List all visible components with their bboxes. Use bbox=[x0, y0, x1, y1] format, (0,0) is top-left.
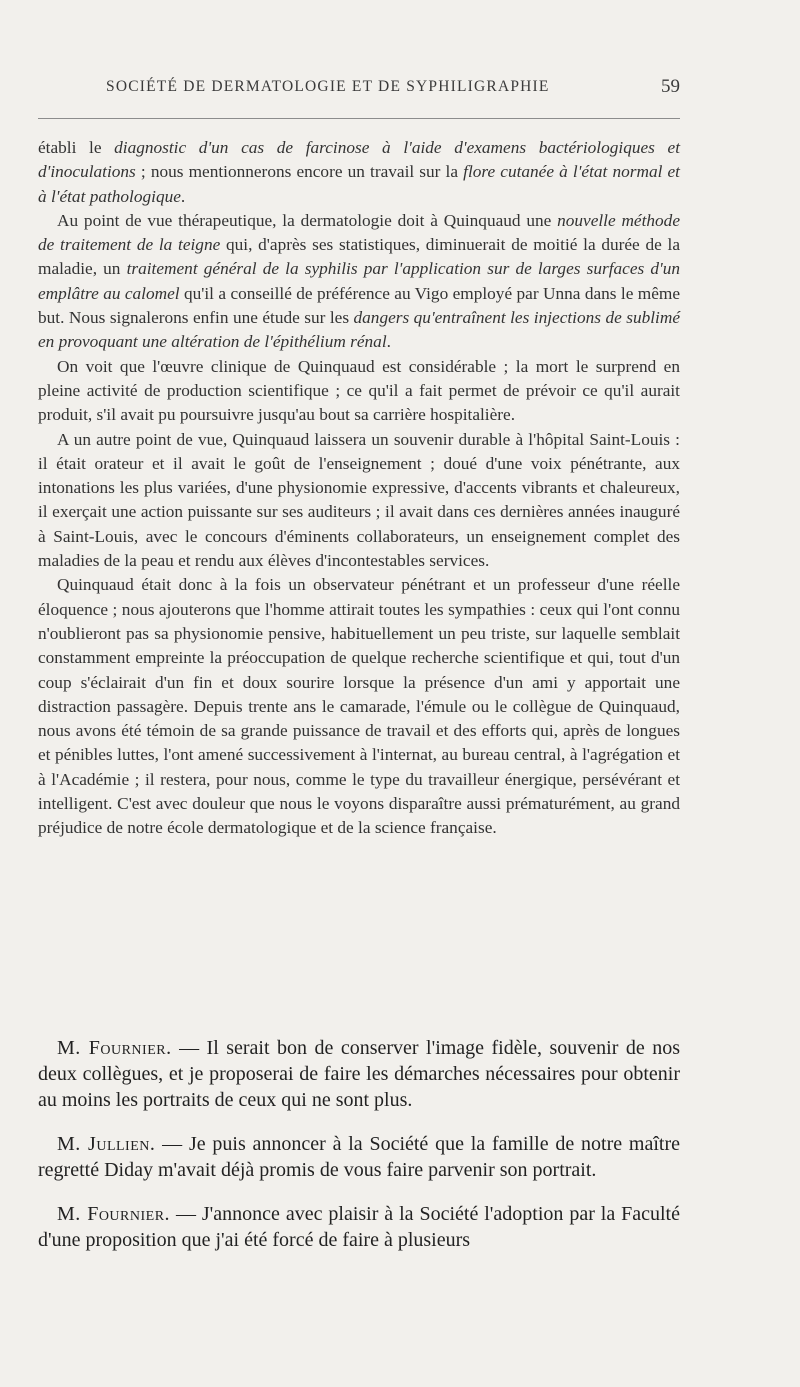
speech-text: — Il serait bon de conserver l'image fidèle, souvenir de nos deux collègues, et je proposerai de faire les démarches nécessaires pour obtenir au moins les portraits de ceux qui ne sont plus. bbox=[38, 1037, 680, 1111]
speech-text: — Je puis annoncer à la Société que la famille de notre maître regretté Diday m'avait déjà promis de vous faire parvenir son portrait. bbox=[38, 1133, 680, 1181]
text-run: qui, d'après ses statistiques, diminuerait de moitié la durée de la maladie, un bbox=[38, 235, 680, 279]
italic-run: dangers qu'entraînent les injections de sublimé en provoquant une altération de l'épithélium rénal bbox=[38, 308, 680, 352]
speaker-name: M. Fournier. bbox=[57, 1203, 171, 1225]
paragraph-4: A un autre point de vue, Quinquaud laissera un souvenir durable à l'hôpital Saint-Louis : il était orateur et il avait le goût de l'enseignement ; doué d'une voix pénétrante, aux intonations les plus variées, d'une physionomie expressive, d'accents vibrants et chaleureux, il exerçait une action puissante sur ses auditeurs ; il avait dans ces dernières années inauguré à Saint-Louis, avec le concours d'éminents collaborateurs, un enseignement complet des maladies de la peau et rendu aux élèves d'incontestables services. bbox=[38, 429, 680, 571]
italic-run: flore cutanée à l'état normal et à l'état pathologique bbox=[38, 162, 680, 206]
text-run: qu'il a conseillé de préférence au Vigo employé par Unna dans le même but. Nous signalerons enfin une étude sur les bbox=[38, 283, 680, 328]
speech-text: — J'annonce avec plaisir à la Société l'adoption par la Faculté d'une proposition que j'ai été forcé de faire à plusieurs bbox=[38, 1203, 680, 1251]
paragraph-5: Quinquaud était donc à la fois un observateur pénétrant et un professeur d'une réelle éloquence ; nous ajouterons que l'homme attirait toutes les sympathies : ceux qui l'ont connu n'oublieront pas sa physionomie pensive, habituellement un peu triste, sur laquelle semblait constamment empreinte la préoccupation de quelque recherche scientifique et qui, tout d'un coup s'éclairait d'un fin et doux sourire lorsque la présence d'un ami y apportait une distraction passagère. Depuis trente ans le camarade, l'émule ou le collègue de Quinquaud, nous avons été témoin de sa grande puissance de travail et des efforts qui, après de longues et pénibles luttes, l'ont amené successivement à l'internat, au bureau central, à l'agrégation et à l'Académie ; il restera, pour nous, comme le type du travailleur énergique, persévérant et intelligent. C'est avec douleur que nous le voyons disparaître aussi prématurément, au grand préjudice de notre école dermatologique et de la science française. bbox=[38, 575, 680, 838]
paragraph-2 bbox=[38, 209, 680, 355]
page-number: 59 bbox=[661, 76, 680, 97]
body-text bbox=[38, 136, 680, 841]
discussion-entry bbox=[38, 1201, 680, 1253]
paragraph-3: On voit que l'œuvre clinique de Quinquaud est considérable ; la mort le surprend en pleine activité de production scientifique ; ce qu'il a fait permet de prévoir ce qu'il aurait produit, s'il avait pu poursuivre jusqu'au bout sa carrière hospitalière. bbox=[38, 356, 680, 425]
speaker-name: M. Jullien. bbox=[57, 1133, 156, 1155]
running-head-title: SOCIÉTÉ DE DERMATOLOGIE ET DE SYPHILIGRAPHIE bbox=[106, 78, 550, 95]
italic-run: traitement général de la syphilis par l'application sur de larges surfaces d'un emplâtre au calomel bbox=[38, 259, 680, 303]
discussion bbox=[38, 1035, 680, 1271]
paragraph-1 bbox=[38, 136, 680, 209]
header-rule bbox=[38, 118, 680, 119]
discussion-entry bbox=[38, 1035, 680, 1113]
text-run: Au point de vue thérapeutique, la dermatologie doit à Quinquaud une bbox=[57, 210, 558, 230]
italic-run: nouvelle méthode de traitement de la teigne bbox=[38, 210, 680, 255]
text-run: ; nous mentionnerons encore un travail sur la bbox=[135, 162, 464, 182]
discussion-entry bbox=[38, 1131, 680, 1183]
text-run: . bbox=[386, 332, 391, 352]
text-run: établi le bbox=[38, 138, 115, 157]
italic-run: diagnostic d'un cas de farcinose à l'aide d'examens bactériologiques et d'inoculations bbox=[38, 138, 680, 182]
speaker-name: M. Fournier. bbox=[57, 1037, 172, 1059]
text-run: . bbox=[180, 186, 186, 206]
